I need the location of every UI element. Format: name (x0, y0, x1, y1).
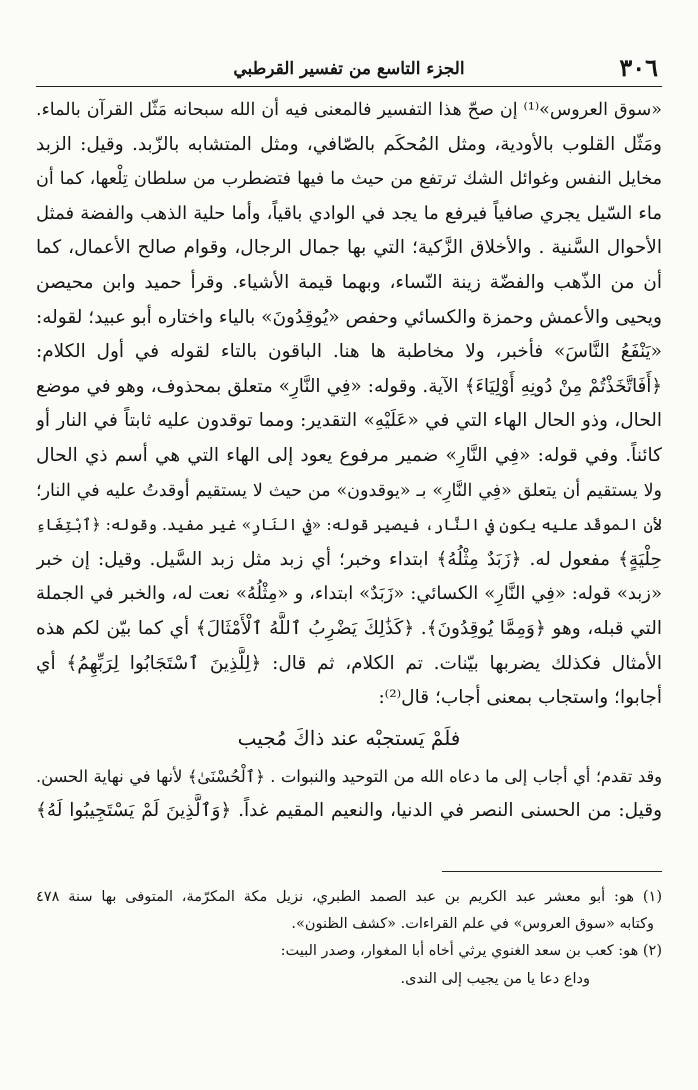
footnote-divider (442, 871, 662, 872)
body-line: أجابوا؛ واستجاب بمعنى أجاب؛ قال⁽²⁾: (378, 687, 662, 709)
body-line: التي قبله، وهو ﴿وَمِمَّا يُوقِدُونَ﴾. ﴿كَذَٰلِكَ يَضْرِبُ ٱللَّهُ ٱلْأَمْثَالَ﴾ أي كما بيّن لكم هذه (36, 617, 662, 639)
body-line: الأحوال السَّنية . والأخلاق الزَّكية؛ التي بها جمال الرجال، وقوام صالح الأعمال، كما (36, 237, 662, 259)
body-line: ويحيى والأعمش وحمزة والكسائي وحفص «يُوقِدُونَ» بالياء واختاره أبو عبيد؛ لقوله: (36, 306, 662, 328)
body-line: الأمثال فكذلك يضربها بيّنات. تم الكلام، ثم قال: ﴿لِلَّذِينَ ٱسْتَجَابُوا لِرَبِّهِمُ﴾ أي (36, 652, 662, 674)
document-page (36, 52, 662, 1052)
body-line: ومَثّل القلوب بالأودية، ومثل المُحكَم بالصّافي، ومثل المتشابه بالزّبد. وقيل: الزبد (36, 133, 662, 155)
body-line: لأن الموقَد عليه يكون في النَّار، فيصير قوله: «فِي النَارِ» غير مفيد. وقوله: ﴿ٱبْتِغَاءِ (36, 515, 662, 535)
footnote-line: وكتابه «سوق العروس» في علم القراءات. «كشف الظنون». (291, 915, 654, 932)
poetry-verse: فلَمْ يَستجبْه عند ذاكَ مُجيب (237, 725, 461, 750)
footnote-verse: وداع دعا يا من يجيب إلى الندى. (400, 970, 590, 987)
footnote-line: (٢) هو: كعب بن سعد الغنوي يرثي أخاه أبا المغوار، وصدر البيت: (280, 942, 662, 959)
body-line: الحال، وذو الحال الهاء التي في «عَلَيْهِ» التقدير: ومما توقدون عليه ثابتاً في النار أو (36, 410, 662, 432)
body-line: ولا يستقيم أن يتعلق «فِي النَّارِ» بـ «يوقدون» من حيث لا يستقيم أوقدتُ عليه في النار؛ (36, 480, 662, 501)
footnotes (36, 884, 662, 993)
body-line: حِلْيَةٍ﴾ مفعول له. ﴿زَبَدٌ مِثْلُهُ﴾ ابتداء وخبر؛ أي زبد مثل زبد السَّيل. وقيل: إن خبر (36, 548, 662, 570)
body-line: وقد تقدم؛ أي أجاب إلى ما دعاه الله من التوحيد والنبوات . ﴿ٱلْحُسْنَىٰ﴾ لأنها في نهاية الحسن. (36, 766, 662, 786)
body-line: مخايل النفس وغوائل الشك ترتفع من حيث ما فيها فتضطرب من سلطان تِلْعها، كما أن (36, 169, 662, 190)
body-line: وقيل: من الحسنى النصر في الدنيا، والنعيم المقيم غداً. ﴿وَٱلَّذِينَ لَمْ يَسْتَجِيبُوا لَهُ﴾ (36, 800, 662, 822)
body-line: «زبد» قوله: «فِي النَّارِ» الكسائي: «زَبَدٌ» ابتداء، و «مِثْلُهُ» نعت له، والخبر في الجملة (36, 583, 662, 605)
body-line: «يَنْفَعُ النَّاسَ» فأخبر، ولا مخاطبة ها هنا. الباقون بالتاء لقوله في أول الكلام: (36, 341, 662, 363)
body-text (36, 93, 662, 829)
footnote-line: (١) هو: أبو معشر عبد الكريم بن عبد الصمد الطبري، نزيل مكة المكرّمة، المتوفى بها سنة ٤٧٨ (36, 888, 662, 905)
body-line: ماء السّيل يجري صافياً فيرفع ما يجد في الوادي باقياً، وأما حلية الذهب والفضة فمثل (36, 202, 662, 224)
page-header (36, 52, 662, 87)
body-line: كائناً. وفي قوله: «فِي النَّارِ» ضمير مرفوع يعود إلى الهاء التي هي أسم ذي الحال (36, 444, 662, 466)
body-line: «سوق العروس»⁽¹⁾ إن صحّ هذا التفسير فالمعنى فيه أن الله سبحانه مَثّل القرآن بالماء. (36, 100, 662, 120)
body-line: أن من الذّهب والفضّة زينة النّساء، وبهما قيمة الأشياء. وقرأ حميد وابن محيصن (36, 271, 662, 293)
page-number: ٣٠٦ (619, 53, 658, 82)
body-line: ﴿أَفَاتَّخَذْتُمْ مِنْ دُونِهِ أَوْلِيَاءَ﴾ الآية. وقوله: «فِي النَّارِ» متعلق بمحذوف، وهو في موضع (36, 375, 662, 397)
running-title: الجزء التاسع من تفسير القرطبي (233, 59, 465, 79)
